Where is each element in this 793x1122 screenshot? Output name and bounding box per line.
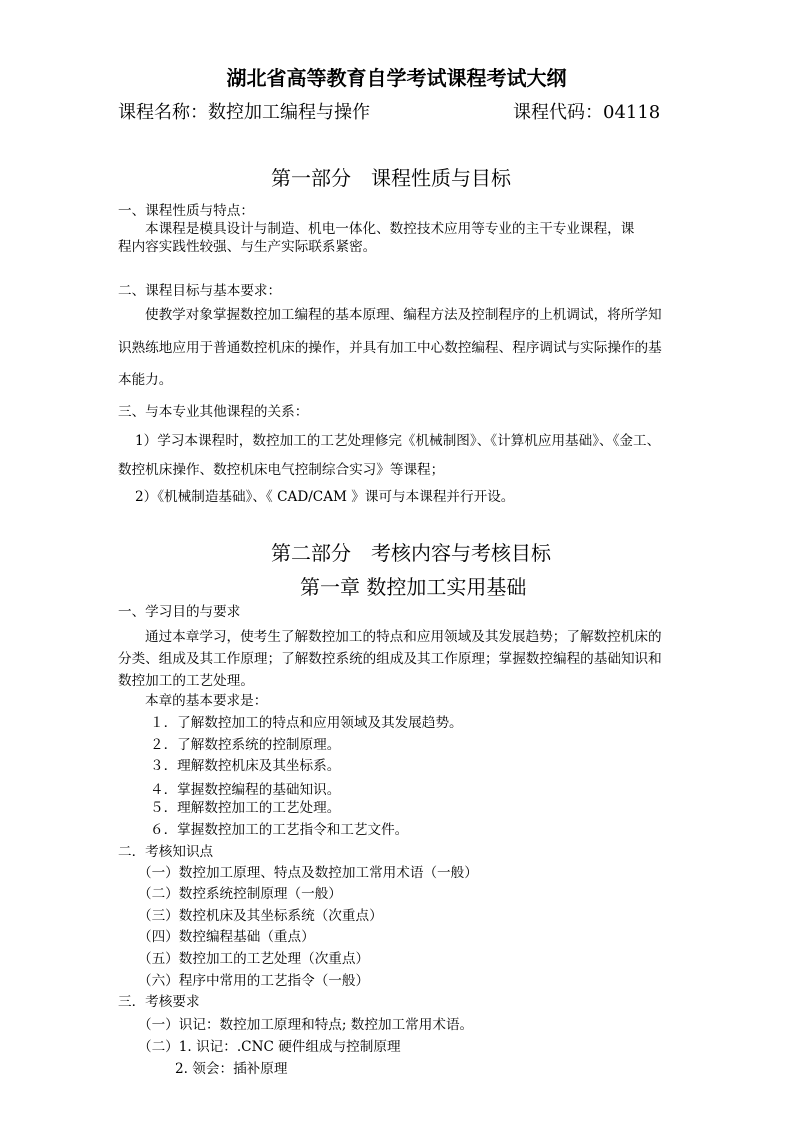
paragraph-line: 2）《机械制造基础》、《 CAD/CAM 》课可与本课程并行开设。	[135, 489, 515, 505]
section-heading: 一、课程性质与特点：	[118, 203, 254, 219]
paragraph-line: 本课程是模具设计与制造、机电一体化、数控技术应用等专业的主干专业课程，课	[145, 221, 635, 237]
list-item: （一）识记：数控加工原理和特点; 数控加工常用术语。	[138, 1017, 474, 1033]
part2-heading: 第二部分 考核内容与考核目标	[271, 541, 551, 565]
list-item: ２．了解数控系统的控制原理。	[150, 737, 341, 753]
paragraph-line: 分类、组成及其工作原理；了解数控系统的组成及其工作原理；掌握数控编程的基础知识和	[118, 651, 662, 667]
section-heading: 三．考核要求	[118, 994, 200, 1010]
course-code: 课程代码：04118	[513, 102, 661, 123]
paragraph-line: 本章的基本要求是：	[145, 693, 268, 709]
section-heading: 二、课程目标与基本要求：	[118, 283, 282, 299]
list-item: （二）数控系统控制原理（一般）	[138, 886, 342, 902]
paragraph-line: 1）学习本课程时，数控加工的工艺处理修完《机械制图》、《计算机应用基础》、《金工、	[135, 433, 661, 449]
paragraph-line: 通过本章学习，使考生了解数控加工的特点和应用领域及其发展趋势；了解数控机床的	[145, 629, 662, 645]
course-name: 课程名称：数控加工编程与操作	[118, 102, 370, 123]
paragraph-line: 数控加工的工艺处理。	[118, 673, 254, 689]
paragraph-line: 使教学对象掌握数控加工编程的基本原理、编程方法及控制程序的上机调试，将所学知	[145, 307, 662, 323]
list-item: ６．掌握数控加工的工艺指令和工艺文件。	[150, 822, 409, 838]
list-item: （二）1. 识记：.CNC 硬件组成与控制原理	[138, 1039, 401, 1055]
paragraph-line: 识熟练地应用于普通数控机床的操作，并具有加工中心数控编程、程序调试与实际操作的基	[118, 340, 662, 356]
list-item: １．了解数控加工的特点和应用领域及其发展趋势。	[150, 715, 463, 731]
paragraph-line: 数控机床操作、数控机床电气控制综合实习》等课程；	[118, 462, 445, 478]
list-item: ４．掌握数控编程的基础知识。	[150, 782, 341, 798]
list-item: （五）数控加工的工艺处理（次重点）	[138, 951, 370, 967]
part1-heading: 第一部分 课程性质与目标	[271, 166, 511, 190]
section-heading: 二．考核知识点	[118, 844, 214, 860]
section-heading: 三、与本专业其他课程的关系：	[118, 404, 309, 420]
list-item: （一）数控加工原理、特点及数控加工常用术语（一般）	[138, 865, 478, 881]
list-item: （三）数控机床及其坐标系统（次重点）	[138, 908, 383, 924]
paragraph-line: 程内容实践性较强、与生产实际联系紧密。	[118, 239, 377, 255]
paragraph-line: 本能力。	[118, 372, 173, 388]
chapter-heading: 第一章 数控加工实用基础	[300, 575, 527, 599]
document-title: 湖北省高等教育自学考试课程考试大纲	[226, 66, 567, 90]
list-item: 2. 领会：插补原理	[175, 1061, 288, 1077]
list-item: ３．理解数控机床及其坐标系。	[150, 758, 341, 774]
list-item: ５．理解数控加工的工艺处理。	[150, 800, 341, 816]
list-item: （四）数控编程基础（重点）	[138, 929, 315, 945]
list-item: （六）程序中常用的工艺指令（一般）	[138, 973, 370, 989]
section-heading: 一、学习目的与要求	[118, 604, 241, 620]
